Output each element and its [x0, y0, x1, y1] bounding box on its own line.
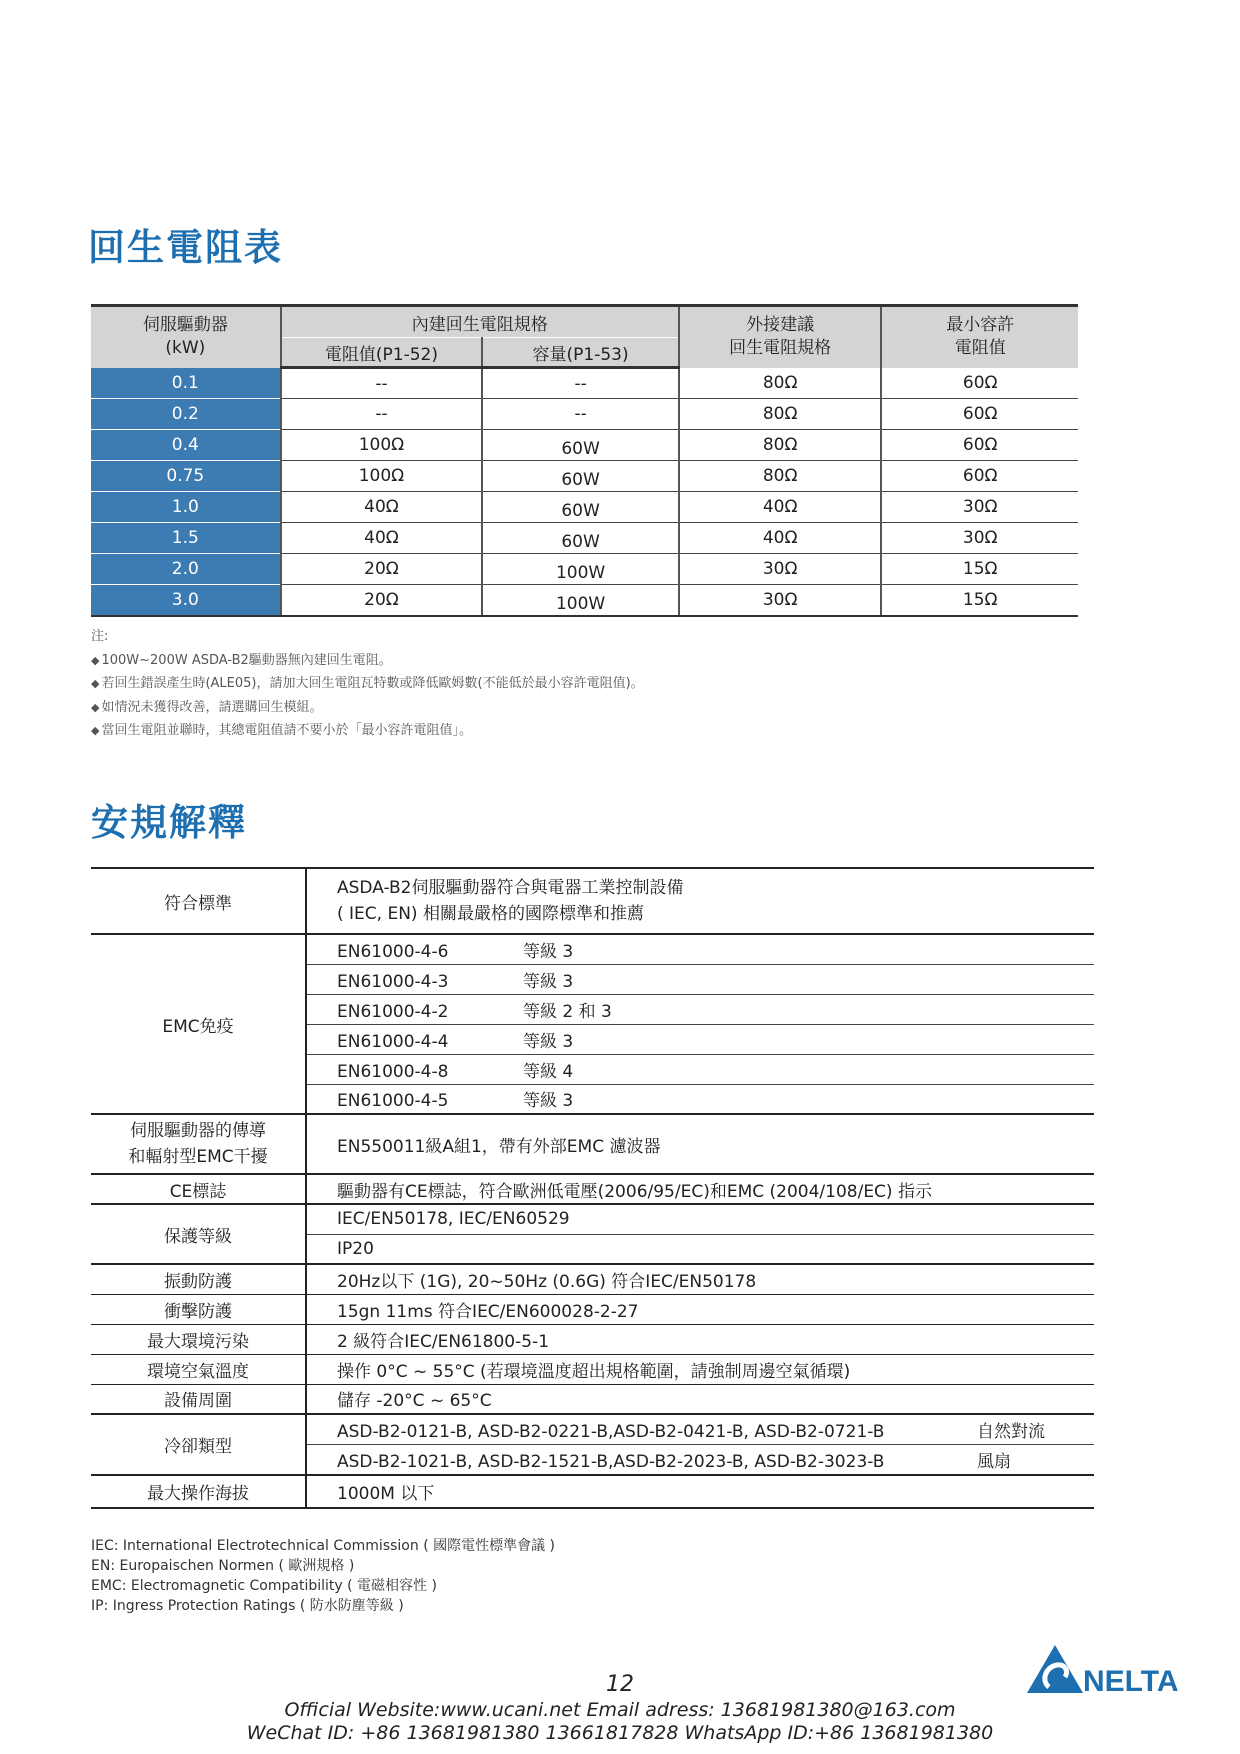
diamond-bullet-icon: ◆ — [91, 677, 100, 690]
spec-row-ce — [91, 1174, 1094, 1204]
emc-item — [306, 994, 1094, 1024]
spec-row-shock — [91, 1294, 1094, 1324]
emc-level: 等級 2 和 3 — [523, 1001, 612, 1022]
note-item — [91, 672, 644, 696]
emc-level: 等級 3 — [523, 941, 574, 962]
spec-value — [306, 1414, 1094, 1444]
minimum-cell: 60Ω — [881, 368, 1078, 399]
cooling-models: ASD-B2-0121-B, ASD-B2-0221-B,ASD-B2-0421-B, ASD-B2-0721-B — [337, 1421, 885, 1442]
logo-text: NELTA — [1083, 1665, 1179, 1698]
abbreviation-item: IP: Ingress Protection Ratings ( 防水防塵等級 ) — [91, 1598, 404, 1614]
spec-value — [306, 1444, 1094, 1475]
footer-line2: WeChat ID: +86 13681981380 13661817828 WhatsApp ID:+86 13681981380 — [246, 1722, 994, 1744]
resistance-cell: -- — [281, 368, 483, 399]
minimum-cell: 15Ω — [881, 554, 1078, 585]
resistance-cell: 40Ω — [281, 492, 483, 523]
note-item — [91, 719, 644, 743]
external-cell: 30Ω — [679, 554, 882, 585]
abbreviation-item: EN: Europaischen Normen ( 歐洲規格 ) — [91, 1558, 355, 1574]
table-row — [91, 585, 1078, 616]
spec-label: 衝擊防護 — [91, 1294, 306, 1324]
cooling-type: 自然對流 — [977, 1421, 1045, 1442]
spec-label: 最大環境污染 — [91, 1324, 306, 1354]
spec-row-vibration — [91, 1264, 1094, 1294]
spec-value: 1000M 以下 — [306, 1475, 1094, 1508]
header-internal: 內建回生電阻規格 — [281, 306, 679, 338]
spec-label: 最大操作海拔 — [91, 1475, 306, 1508]
spec-row-air-temp — [91, 1354, 1094, 1384]
header-resistance: 電阻值(P1-52) — [281, 338, 483, 368]
drive-cell: 0.1 — [91, 368, 281, 399]
safety-spec-table — [91, 867, 1094, 1509]
spec-value: 20Hz以下 (1G), 20~50Hz (0.6G) 符合IEC/EN50178 — [306, 1264, 1094, 1294]
capacity-cell: 60W — [482, 461, 679, 492]
table-row — [91, 492, 1078, 523]
capacity-cell: -- — [482, 368, 679, 399]
regen-resistor-table — [91, 304, 1078, 617]
emc-item — [306, 1054, 1094, 1084]
capacity-cell: 60W — [482, 523, 679, 554]
drive-cell: 0.2 — [91, 399, 281, 430]
spec-row-pollution — [91, 1324, 1094, 1354]
abbreviation-item: IEC: International Electrotechnical Commission ( 國際電性標準會議 ) — [91, 1538, 556, 1554]
drive-cell: 1.5 — [91, 523, 281, 554]
emc-level: 等級 3 — [523, 971, 574, 992]
emc-code: EN61000-4-2 — [337, 1001, 449, 1022]
header-external: 外接建議 回生電阻規格 — [679, 306, 882, 368]
regen-notes — [91, 625, 644, 743]
spec-value: 2 級符合IEC/EN61800-5-1 — [306, 1324, 1094, 1354]
table-row — [91, 399, 1078, 430]
spec-label: 保護等級 — [91, 1204, 306, 1264]
spec-label: 符合標準 — [91, 868, 306, 934]
note-item — [91, 649, 644, 673]
header-minimum: 最小容許 電阻值 — [881, 306, 1078, 368]
spec-value: EN550011級A組1，帶有外部EMC 濾波器 — [306, 1114, 1094, 1174]
minimum-cell: 30Ω — [881, 523, 1078, 554]
table-row — [91, 430, 1078, 461]
minimum-cell: 60Ω — [881, 461, 1078, 492]
external-cell: 40Ω — [679, 492, 882, 523]
spec-label: 冷卻類型 — [91, 1414, 306, 1475]
external-cell: 80Ω — [679, 368, 882, 399]
spec-value: 儲存 -20°C ~ 65°C — [306, 1384, 1094, 1414]
diamond-bullet-icon: ◆ — [91, 724, 100, 737]
drive-cell: 1.0 — [91, 492, 281, 523]
minimum-cell: 60Ω — [881, 399, 1078, 430]
regen-section-title: 回生電阻表 — [88, 226, 283, 269]
spec-label — [91, 1114, 306, 1174]
header-drive: 伺服驅動器 (kW) — [91, 306, 281, 368]
note-item — [91, 696, 644, 720]
minimum-cell: 60Ω — [881, 430, 1078, 461]
header-capacity: 容量(P1-53) — [482, 338, 679, 368]
spec-label: 設備周圍 — [91, 1384, 306, 1414]
capacity-cell: -- — [482, 399, 679, 430]
note-text: 若回生錯誤產生時(ALE05)，請加大回生電阻瓦特數或降低歐姆數(不能低於最小容許電阻值)。 — [101, 676, 644, 691]
emc-level: 等級 4 — [523, 1061, 574, 1082]
emc-item — [306, 1024, 1094, 1054]
external-cell: 40Ω — [679, 523, 882, 554]
table-row — [91, 554, 1078, 585]
emc-item — [306, 964, 1094, 994]
external-cell: 80Ω — [679, 399, 882, 430]
spec-value — [306, 868, 1094, 934]
spec-row-surroundings — [91, 1384, 1094, 1414]
emc-code: EN61000-4-3 — [337, 971, 449, 992]
spec-label: 振動防護 — [91, 1264, 306, 1294]
drive-cell: 3.0 — [91, 585, 281, 616]
spec-row-cooling — [91, 1414, 1094, 1444]
note-text: 如情況未獲得改善，請選購回生模組。 — [101, 699, 323, 715]
interference-label-line2: 和輻射型EMC干擾 — [128, 1147, 268, 1167]
external-cell: 80Ω — [679, 430, 882, 461]
resistance-cell: 20Ω — [281, 554, 483, 585]
abbreviation-item: EMC: Electromagnetic Compatibility ( 電磁相容性 ) — [91, 1578, 437, 1594]
resistance-cell: 100Ω — [281, 430, 483, 461]
emc-level: 等級 3 — [523, 1031, 574, 1052]
emc-code: EN61000-4-6 — [337, 941, 449, 962]
emc-level: 等級 3 — [523, 1091, 574, 1112]
external-cell: 30Ω — [679, 585, 882, 616]
interference-label-line1: 伺服驅動器的傳導 — [130, 1121, 266, 1141]
spec-value: 15gn 11ms 符合IEC/EN600028-2-27 — [306, 1294, 1094, 1324]
emc-item — [306, 934, 1094, 964]
table-row — [91, 368, 1078, 399]
diamond-bullet-icon: ◆ — [91, 653, 100, 667]
delta-logo-icon — [1025, 1643, 1185, 1699]
table-row — [91, 523, 1078, 554]
resistance-cell: 40Ω — [281, 523, 483, 554]
resistance-cell: -- — [281, 399, 483, 430]
spec-row-standard — [91, 868, 1094, 934]
standard-line2: ( IEC, EN) 相關最嚴格的國際標準和推薦 — [337, 904, 644, 924]
cooling-models: ASD-B2-1021-B, ASD-B2-1521-B,ASD-B2-2023-B, ASD-B2-3023-B — [337, 1451, 885, 1472]
capacity-cell: 60W — [482, 492, 679, 523]
cooling-type: 風扇 — [977, 1451, 1011, 1472]
emc-code: EN61000-4-5 — [337, 1091, 449, 1112]
emc-code: EN61000-4-4 — [337, 1031, 449, 1052]
note-text: 當回生電阻並聯時，其總電阻值請不要小於「最小容許電阻值」。 — [101, 723, 472, 738]
capacity-cell: 60W — [482, 430, 679, 461]
minimum-cell: 30Ω — [881, 492, 1078, 523]
footer-line1: Official Website:www.ucani.net Email adress: 13681981380@163.com — [284, 1699, 956, 1721]
safety-section-title: 安規解釋 — [91, 801, 247, 844]
spec-value: 驅動器有CE標誌，符合歐洲低電壓(2006/95/EC)和EMC (2004/108/EC) 指示 — [306, 1174, 1094, 1204]
drive-cell: 2.0 — [91, 554, 281, 585]
standard-line1: ASDA-B2伺服驅動器符合與電器工業控制設備 — [337, 878, 684, 898]
table-row — [91, 461, 1078, 492]
capacity-cell: 100W — [482, 554, 679, 585]
spec-label: 環境空氣溫度 — [91, 1354, 306, 1384]
page-number: 12 — [606, 1672, 634, 1697]
external-cell: 80Ω — [679, 461, 882, 492]
drive-cell: 0.4 — [91, 430, 281, 461]
diamond-bullet-icon: ◆ — [91, 700, 100, 714]
spec-value: 操作 0°C ~ 55°C (若環境溫度超出規格範圍，請強制周邊空氣循環) — [306, 1354, 1094, 1384]
spec-value: IEC/EN50178, IEC/EN60529 — [306, 1204, 1094, 1234]
spec-label: CE標誌 — [91, 1174, 306, 1204]
spec-value: IP20 — [306, 1234, 1094, 1264]
spec-row-interference — [91, 1114, 1094, 1174]
note-text: 100W~200W ASDA-B2驅動器無內建回生電阻。 — [101, 652, 392, 668]
spec-row-emc — [91, 934, 1094, 964]
spec-label: EMC免疫 — [91, 934, 306, 1114]
resistance-cell: 100Ω — [281, 461, 483, 492]
minimum-cell: 15Ω — [881, 585, 1078, 616]
emc-code: EN61000-4-8 — [337, 1061, 449, 1082]
capacity-cell: 100W — [482, 585, 679, 616]
abbreviation-list — [91, 1536, 555, 1616]
notes-title: 注: — [91, 629, 109, 644]
emc-item — [306, 1084, 1094, 1114]
resistance-cell: 20Ω — [281, 585, 483, 616]
spec-row-protection — [91, 1204, 1094, 1234]
drive-cell: 0.75 — [91, 461, 281, 492]
spec-row-altitude — [91, 1475, 1094, 1508]
